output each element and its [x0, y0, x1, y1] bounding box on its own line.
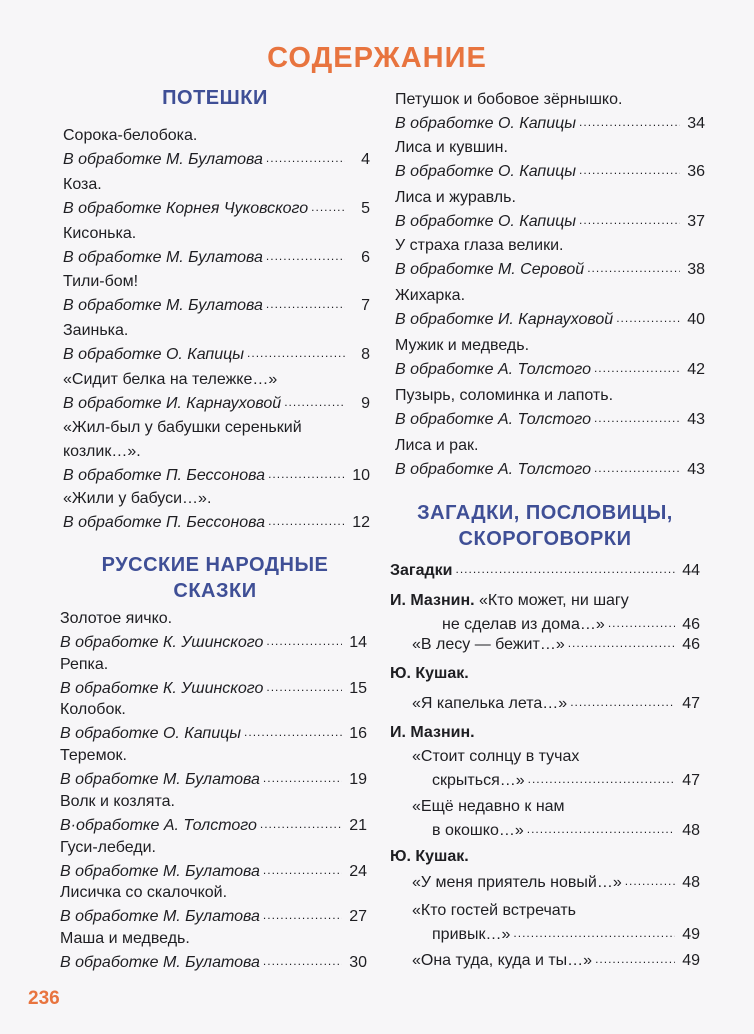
entry-author: В обработке П. Бессонова — [63, 514, 266, 531]
author-heading: И. Мазнин. — [390, 724, 475, 741]
entry-title: Мужик и медведь. — [395, 337, 530, 354]
toc-entry[interactable] — [395, 284, 705, 332]
toc-entry[interactable] — [60, 744, 367, 792]
author-name: И. Мазнин. — [390, 592, 475, 609]
dot-leader — [268, 466, 345, 480]
entry-author: В обработке А. Толстого — [395, 461, 591, 478]
dot-leader — [513, 925, 675, 939]
entry-author: В обработке Корнея Чуковского — [63, 200, 309, 217]
page-number: 236 — [28, 988, 60, 1009]
toc-entry[interactable] — [60, 653, 367, 701]
page-ref: 30 — [349, 954, 367, 971]
toc-entry[interactable] — [63, 270, 370, 318]
toc-entry[interactable] — [395, 384, 705, 432]
dot-leader — [266, 296, 345, 310]
page-ref: 49 — [682, 926, 700, 943]
entry-title: Пузырь, соломинка и лапоть. — [395, 387, 614, 404]
page-ref: 38 — [687, 261, 705, 278]
dot-leader — [568, 635, 675, 649]
page-ref: 16 — [349, 725, 367, 742]
toc-entry[interactable] — [412, 795, 700, 843]
page-ref: 36 — [687, 163, 705, 180]
page-ref: 9 — [361, 395, 370, 412]
entry-author: В обработке М. Булатова — [60, 908, 260, 925]
page-ref: 48 — [682, 822, 700, 839]
toc-entry[interactable] — [60, 607, 367, 655]
page-ref: 4 — [361, 151, 370, 168]
entry-title: Тили-бом! — [63, 273, 139, 290]
entry-title: Жихарка. — [395, 287, 466, 304]
entry-title: «Я капелька лета…» — [412, 695, 568, 712]
entry-title: Маша и медведь. — [60, 930, 190, 947]
toc-entry[interactable] — [63, 319, 370, 367]
dot-leader — [266, 150, 345, 164]
page-ref: 34 — [687, 115, 705, 132]
entry-author: В обработке К. Ушинского — [60, 634, 264, 651]
dot-leader — [263, 770, 342, 784]
entry-author: В обработке М. Булатова — [60, 771, 260, 788]
entry-title: «Сидит белка на тележке…» — [63, 371, 278, 388]
toc-entry[interactable] — [395, 88, 705, 136]
entry-title: Коза. — [63, 176, 102, 193]
page-ref: 48 — [682, 874, 700, 891]
entry-author: В обработке И. Карнауховой — [395, 311, 614, 328]
dot-leader — [455, 561, 675, 575]
entry-author: В обработке О. Капицы — [395, 115, 577, 132]
section-heading-skazki — [60, 552, 370, 604]
toc-entry[interactable] — [60, 836, 367, 884]
dot-leader — [594, 410, 680, 424]
entry-title: «Кто гостей встречать — [412, 902, 576, 919]
entry-title: Репка. — [60, 656, 109, 673]
toc-entry[interactable] — [412, 633, 700, 657]
toc-entry[interactable] — [63, 487, 370, 535]
page-ref: 49 — [682, 952, 700, 969]
entry-author: В обработке А. Толстого — [395, 411, 591, 428]
entry-title: У страха глаза велики. — [395, 237, 564, 254]
entry-title: Теремок. — [60, 747, 127, 764]
section-heading-line: СКОРОГОВОРКИ — [458, 528, 632, 550]
entry-title: Гуси-лебеди. — [60, 839, 156, 856]
toc-entry[interactable] — [63, 222, 370, 270]
section-heading-line: СКАЗКИ — [173, 580, 257, 602]
toc-entry[interactable] — [395, 234, 705, 282]
dot-leader — [527, 821, 675, 835]
entry-title: Лиса и кувшин. — [395, 139, 508, 156]
dot-leader — [616, 310, 680, 324]
toc-entry[interactable] — [63, 416, 370, 488]
section-heading-line: ЗАГАДКИ, ПОСЛОВИЦЫ, — [417, 502, 673, 524]
entry-author: В обработке О. Капицы — [60, 725, 242, 742]
dot-leader — [595, 951, 675, 965]
entry-title: Волк и козлята. — [60, 793, 175, 810]
dot-leader — [579, 212, 680, 226]
entry-title: Петушок и бобовое зёрнышко. — [395, 91, 623, 108]
page-ref: 27 — [349, 908, 367, 925]
page-ref: 47 — [682, 695, 700, 712]
dot-leader — [625, 873, 675, 887]
dot-leader — [594, 460, 680, 474]
page-ref: 44 — [682, 562, 700, 579]
dot-leader — [266, 679, 342, 693]
page-ref: 10 — [352, 467, 370, 484]
dot-leader — [594, 360, 680, 374]
dot-leader — [579, 114, 680, 128]
toc-entry[interactable] — [412, 745, 700, 793]
page-ref: 8 — [361, 346, 370, 363]
page-title: СОДЕРЖАНИЕ — [267, 42, 487, 74]
page-ref: 24 — [349, 863, 367, 880]
dot-leader — [311, 199, 345, 213]
entry-author: В обработке О. Капицы — [395, 163, 577, 180]
toc-entry[interactable] — [60, 881, 367, 929]
page-ref: 43 — [687, 461, 705, 478]
section-heading-zagadki — [385, 500, 705, 552]
entry-author: В обработке М. Булатова — [63, 249, 263, 266]
entry-title: «Ещё недавно к нам — [412, 798, 565, 815]
dot-leader — [528, 771, 675, 785]
toc-entry[interactable] — [60, 698, 367, 746]
dot-leader — [266, 248, 345, 262]
toc-entry[interactable] — [63, 124, 370, 172]
entry-author: В обработке А. Толстого — [395, 361, 591, 378]
entry-author: В·обработке А. Толстого — [60, 817, 257, 834]
toc-entry[interactable] — [412, 692, 700, 716]
entry-title: Лиса и рак. — [395, 437, 479, 454]
entry-title-cont: козлик…». — [63, 443, 141, 460]
page-ref: 37 — [687, 213, 705, 230]
page-ref: 43 — [687, 411, 705, 428]
dot-leader — [263, 907, 342, 921]
entry-title: «Жил-был у бабушки серенький — [63, 419, 302, 436]
entry-title: Лиса и журавль. — [395, 189, 516, 206]
entry-title: Сорока-белобока. — [63, 127, 198, 144]
page-ref: 40 — [687, 311, 705, 328]
toc-entry[interactable] — [395, 136, 705, 184]
dot-leader — [570, 694, 675, 708]
dot-leader — [284, 394, 345, 408]
page-ref: 12 — [352, 514, 370, 531]
entry-title-cont: скрыться…» — [432, 772, 525, 789]
page-ref: 6 — [361, 249, 370, 266]
toc-entry[interactable] — [395, 434, 705, 482]
dot-leader — [266, 633, 342, 647]
toc-entry[interactable] — [63, 173, 370, 221]
entry-author: В обработке К. Ушинского — [60, 680, 264, 697]
entry-title-cont: привык…» — [432, 926, 511, 943]
entry-author: В обработке О. Капицы — [395, 213, 577, 230]
entry-title: «Стоит солнцу в тучах — [412, 748, 580, 765]
entry-title: Загадки — [390, 562, 453, 579]
entry-title-cont: в окошко…» — [432, 822, 524, 839]
entry-title: Кисонька. — [63, 225, 137, 242]
page-ref: 7 — [361, 297, 370, 314]
dot-leader — [608, 615, 675, 629]
toc-entry[interactable] — [60, 790, 367, 838]
toc-entry[interactable] — [395, 186, 705, 234]
page-ref: 5 — [361, 200, 370, 217]
entry-title: Заинька. — [63, 322, 129, 339]
toc-entry[interactable] — [390, 559, 700, 583]
entry-author: В обработке О. Капицы — [63, 346, 245, 363]
dot-leader — [263, 862, 342, 876]
page-ref: 46 — [682, 616, 700, 633]
page-ref: 47 — [682, 772, 700, 789]
entry-author: В обработке П. Бессонова — [63, 467, 266, 484]
entry-title: Лисичка со скалочкой. — [60, 884, 228, 901]
entry-title-cont: не сделав из дома…» — [442, 616, 605, 633]
dot-leader — [244, 724, 342, 738]
entry-title: «Кто может, ни шагу — [479, 592, 629, 609]
page-ref: 19 — [349, 771, 367, 788]
entry-author: В обработке М. Серовой — [395, 261, 585, 278]
page-ref: 46 — [682, 636, 700, 653]
dot-leader — [579, 162, 680, 176]
toc-entry[interactable] — [395, 334, 705, 382]
toc-entry[interactable] — [390, 589, 700, 637]
entry-author: В обработке И. Карнауховой — [63, 395, 282, 412]
toc-entry[interactable] — [412, 899, 700, 947]
entry-title: Золотое яичко. — [60, 610, 173, 627]
author-heading: Ю. Кушак. — [390, 665, 469, 682]
entry-title: «Жили у бабуси…». — [63, 490, 212, 507]
toc-entry[interactable] — [63, 368, 370, 416]
toc-entry[interactable] — [412, 949, 700, 973]
entry-author: В обработке М. Булатова — [63, 151, 263, 168]
entry-author: В обработке М. Булатова — [60, 863, 260, 880]
page-ref: 21 — [349, 817, 367, 834]
entry-title: «Она туда, куда и ты…» — [412, 952, 593, 969]
page-ref: 15 — [349, 680, 367, 697]
dot-leader — [263, 953, 342, 967]
entry-title: «У меня приятель новый…» — [412, 874, 622, 891]
toc-entry[interactable] — [412, 871, 700, 895]
section-heading-poteshki: ПОТЕШКИ — [162, 87, 268, 109]
dot-leader — [247, 345, 345, 359]
toc-entry[interactable] — [60, 927, 367, 975]
dot-leader — [260, 816, 342, 830]
dot-leader — [268, 513, 345, 527]
entry-author: В обработке М. Булатова — [60, 954, 260, 971]
entry-author: В обработке М. Булатова — [63, 297, 263, 314]
dot-leader — [587, 260, 680, 274]
entry-title: «В лесу — бежит…» — [412, 636, 565, 653]
author-heading: Ю. Кушак. — [390, 848, 469, 865]
page-ref: 14 — [349, 634, 367, 651]
page-ref: 42 — [687, 361, 705, 378]
section-heading-line: РУССКИЕ НАРОДНЫЕ — [101, 554, 329, 576]
entry-title: Колобок. — [60, 701, 126, 718]
